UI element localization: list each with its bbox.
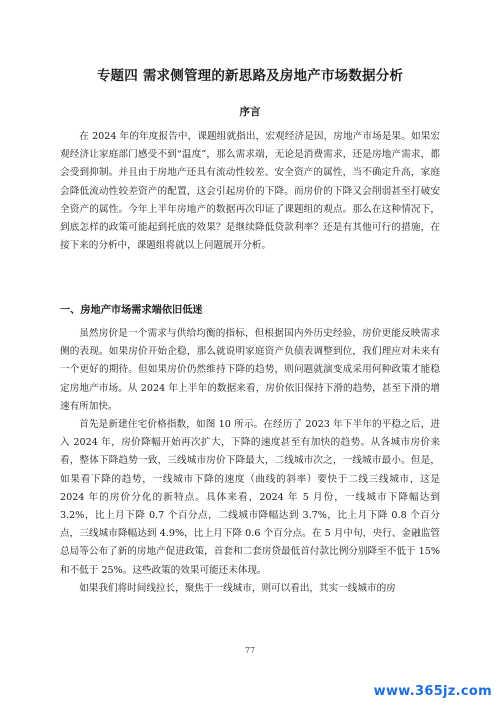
body-paragraph: 如果我们将时间线拉长，聚焦于一线城市，则可以看出，其实一线城市的房 [79,582,396,594]
section-heading: 一、房地产市场需求端依旧低迷 [60,305,203,316]
body-paragraph: 首先是新建住宅价格指数，如图 10 所示。在经历了 2023 年下半年的平稳之后，进入 2024 年，房价降幅开始再次扩大，下降的速度甚至有加快的趋势。从各城市房价来看，整体下降趋势一致，三线城市房价下降最大，二线城市次之，一线城市最小。但是，如果看下降的趋势，一线城市下降的速度（曲线的斜率）要快于二线三线城市，这是 2024 年的房价分化的新特点。具体来看，2024 年 5 月份，一线城市下降幅达到 3.2%，比上月下降 0.7 个百分点，二线城市降幅达到 3.7%，比上月下降 0.8 个百分点，三线城市降幅达到 4.9%，比上月下降 0.6 个百分点。在 5 月中旬，央行、金融监管总局等公布了新的房地产促进政策，首套和二套房贷最低首付款比例分别降至不低于 15%和不低于 25%。这些政策的效果可能还未体现。 [60,419,440,576]
intro-block [60,128,440,255]
page-number: 77 [244,646,256,655]
watermark: www.365jz.com [373,684,492,699]
section-subtitle: 序言 [239,106,261,118]
document-title: 专题四 需求侧管理的新思路及房地产市场数据分析 [96,68,404,84]
intro-paragraph: 在 2024 年的年度报告中，课题组就指出，宏观经济是因，房地产市场是果。如果宏观经济让家庭部门感受不到“温度”，那么需求端，无论是消费需求，还是房地产需求，都会受到抑制。并且由于房地产还具有流动性较差、安全资产的属性，当不确定升高，家庭会降低流动性较差资产的配置，这会引起房价的下降。而房价的下降又会削弱甚至打破安全资产的属性。今年上半年房地产的数据再次印证了课题组的观点。那么在这种情况下，到底怎样的政策可能起到托底的效果？是继续降低贷款利率？还是有其他可行的措施，在接下来的分析中，课题组将就以上问题展开分析。 [60,131,440,252]
body-paragraph: 虽然房价是一个需求与供给均衡的指标，但根据国内外历史经验，房价更能反映需求侧的表现。如果房价开始企稳，那么就说明家庭资产负债表调整到位，我们理应对未来有一个更好的期待。但如果房价仍然维持下降的趋势，则问题就演变成采用何种政策才能稳定房地产市场。从 2024 年上半年的数据来看，房价依旧保持下滑的趋势，甚至下滑的增速有所加快。 [60,328,440,412]
section-body [60,325,440,598]
